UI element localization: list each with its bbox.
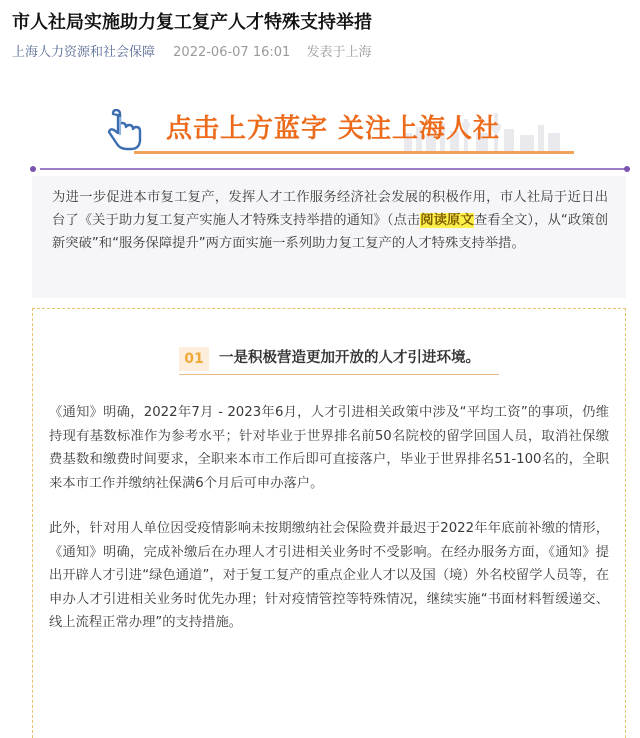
section-heading-text: 一是积极营造更加开放的人才引进环境。 — [219, 350, 480, 366]
source-account-link[interactable]: 上海人力资源和社会保障 — [12, 45, 156, 60]
follow-slogan: 点击上方蓝字 关注上海人社 — [166, 114, 501, 144]
section-box — [32, 308, 626, 738]
publish-time: 2022-06-07 16:01 — [173, 45, 291, 60]
read-original-link[interactable]: 阅读原文 — [420, 213, 474, 228]
follow-banner[interactable] — [104, 105, 576, 157]
section-paragraph-1: 《通知》明确，2022年7月 - 2023年6月，人才引进相关政策中涉及“平均工资”的事项，仍维持现有基数标准作为参考水平；针对毕业于世界排名前50名院校的留学回国人员，取消社保缴费基数和缴费时间要求，全职来本市工作后即可直接落户，毕业于世界排名51-100名的，全职来本市工作并缴纳社保满6个月后可申办落户。 — [49, 405, 609, 491]
publish-location: 发表于上海 — [306, 45, 372, 60]
intro-paragraph: 为进一步促进本市复工复产，发挥人才工作服务经济社会发展的积极作用，市人社局于近日出台了《关于助力复工复产实施人才特殊支持举措的通知》（点击阅读原文查看全文），从“政策创新突破”和“服务保障提升”两方面实施一系列助力复工复产的人才特殊支持举措。 — [52, 190, 608, 251]
section-heading — [179, 343, 509, 377]
intro-box — [32, 176, 626, 298]
section-number-badge: 01 — [179, 347, 209, 371]
article-meta — [12, 44, 371, 62]
pointing-hand-icon — [106, 109, 142, 153]
heading-underline — [179, 374, 499, 375]
purple-divider — [30, 166, 630, 172]
section-paragraph-2: 此外，针对用人单位因受疫情影响未按期缴纳社会保险费并最迟于2022年年底前补缴的情形，《通知》明确，完成补缴后在办理人才引进相关业务时不受影响。在经办服务方面，《通知》提出开辟人才引进“绿色通道”，对于复工复产的重点企业人才以及国（境）外名校留学人员等，在申办人才引进相关业务时优先办理；针对疫情管控等特殊情况，继续实施“书面材料暂缓递交、线上流程正常办理”的支持措施。 — [49, 521, 609, 630]
article-title: 市人社局实施助力复工复产人才特殊支持举措 — [12, 12, 372, 33]
